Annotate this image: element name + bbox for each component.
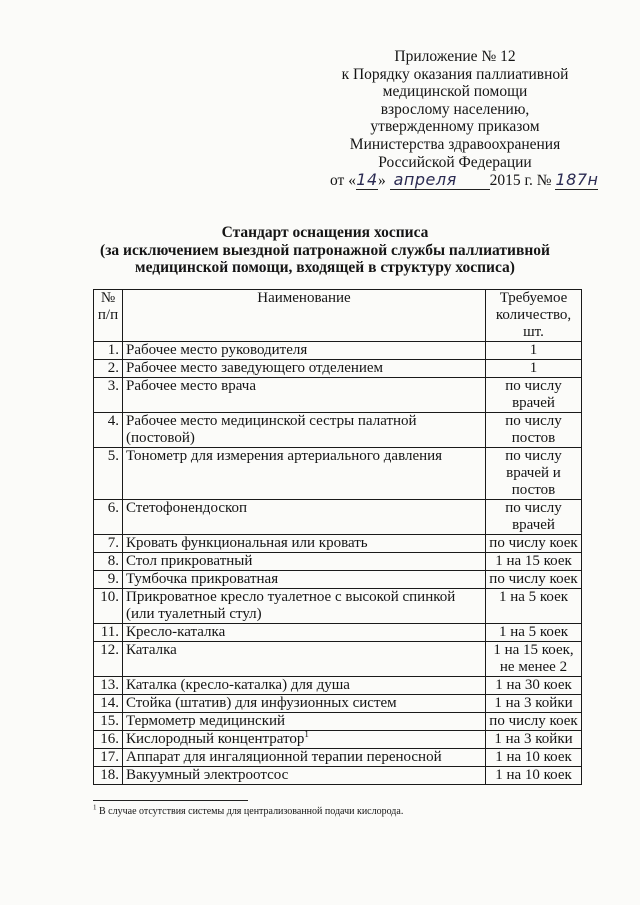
qty-line: врачей [512,517,555,533]
row-quantity: 1 на 10 коек [486,749,582,767]
table-row [94,571,582,589]
title-line-1: Стандарт оснащения хосписа [221,224,429,241]
table-row [94,713,582,731]
name-line: (или туалетный стул) [126,606,262,622]
row-name: Вакуумный электроотсос [123,767,486,785]
row-name: Рабочее место врача [123,378,486,413]
row-number: 7. [94,535,123,553]
header-number [94,290,123,342]
row-quantity: 1 на 3 койки [486,695,582,713]
qty-line: постов [511,482,556,498]
row-number: 18. [94,767,123,785]
qty-line: врачей [512,395,555,411]
date-prefix: от « [330,172,356,190]
row-number: 14. [94,695,123,713]
appendix-line: к Порядку оказания паллиативной [341,65,569,83]
qty-line: по числу [505,500,562,516]
handwritten-order-number: 187н [555,170,599,190]
row-name [123,731,486,749]
title-line-3: медицинской помощи, входящей в структуру хосписа) [135,259,515,276]
row-quantity [486,642,582,677]
handwritten-month: апреля [390,171,490,190]
row-quantity: 1 на 10 коек [486,767,582,785]
row-quantity: по числу коек [486,571,582,589]
footnote [93,803,404,818]
row-number: 3. [94,378,123,413]
row-name: Каталка [123,642,486,677]
name-line: Прикроватное кресло туалетное с высокой спинкой [126,589,456,605]
header-name: Наименование [123,290,486,342]
header-qty-l1: Требуемое [499,290,568,306]
footnote-ref: 1 [304,729,309,739]
table-header-row [94,290,582,342]
row-name: Рабочее место заведующего отделением [123,360,486,378]
name-line: Рабочее место медицинской сестры палатной [126,413,417,429]
equipment-table [93,289,582,785]
date-year: 2015 г. № [489,172,552,190]
row-name: Тонометр для измерения артериального давления [123,448,486,500]
row-quantity: 1 [486,360,582,378]
appendix-line: Приложение № 12 [394,48,516,65]
qty-line: постов [511,430,556,446]
row-number: 16. [94,731,123,749]
table-row [94,624,582,642]
qty-line: не менее 2 [499,659,568,675]
row-number: 6. [94,500,123,535]
header-qty-l3: шт. [523,324,544,340]
date-separator: » [377,172,386,190]
title-line-2: (за исключением выездной патронажной службы паллиативной [100,241,550,259]
row-number: 4. [94,413,123,448]
appendix-line: взрослому населению, [380,100,530,118]
order-date-line [330,170,599,190]
row-quantity: 1 на 30 коек [486,677,582,695]
appendix-header [330,48,599,190]
row-quantity [486,448,582,500]
table-row [94,767,582,785]
document-title [90,224,560,277]
row-number: 2. [94,360,123,378]
row-name [123,413,486,448]
row-quantity: 1 на 3 койки [486,731,582,749]
table-row [94,535,582,553]
row-number: 17. [94,749,123,767]
table-row [94,731,582,749]
footnote-text: В случае отсутствия системы для централизованной подачи кислорода. [96,806,404,817]
row-name: Рабочее место руководителя [123,342,486,360]
appendix-line: медицинской помощи [382,83,528,101]
row-quantity: 1 на 15 коек [486,553,582,571]
row-name: Кровать функциональная или кровать [123,535,486,553]
row-number: 9. [94,571,123,589]
qty-line: по числу [505,413,562,429]
row-name: Тумбочка прикроватная [123,571,486,589]
row-name: Каталка (кресло-каталка) для душа [123,677,486,695]
appendix-line: утвержденному приказом [370,118,540,136]
row-name: Аппарат для ингаляционной терапии переносной [123,749,486,767]
header-number-l2: п/п [97,307,119,323]
table-row [94,749,582,767]
header-number-l1: № [100,290,116,306]
table-row [94,553,582,571]
row-quantity [486,378,582,413]
row-number: 8. [94,553,123,571]
header-quantity [486,290,582,342]
table-row [94,677,582,695]
row-quantity: по числу коек [486,713,582,731]
row-name: Термометр медицинский [123,713,486,731]
table-row [94,360,582,378]
row-number: 10. [94,589,123,624]
row-number: 12. [94,642,123,677]
row-number: 13. [94,677,123,695]
table-row [94,695,582,713]
qty-line: 1 на 15 коек, [493,642,574,658]
table-row [94,642,582,677]
row-number: 1. [94,342,123,360]
footnote-divider [93,800,248,801]
qty-line: по числу [505,448,562,464]
appendix-line: Российской Федерации [378,153,532,171]
table-row [94,413,582,448]
table-row [94,500,582,535]
name-line: (постовой) [126,430,195,446]
appendix-line: Министерства здравоохранения [349,135,561,153]
row-name: Стетофонендоскоп [123,500,486,535]
row-name: Стойка (штатив) для инфузионных систем [123,695,486,713]
row-quantity: 1 на 5 коек [486,624,582,642]
footnote-mark: 1 [93,803,97,812]
table-row [94,378,582,413]
row-quantity [486,413,582,448]
qty-line: врачей и [506,465,561,481]
table-row [94,342,582,360]
row-number: 5. [94,448,123,500]
row-number: 15. [94,713,123,731]
row-quantity: 1 на 5 коек [486,589,582,624]
row-quantity: по числу коек [486,535,582,553]
handwritten-day: 14 [356,170,378,190]
table-row [94,448,582,500]
table-row [94,589,582,624]
header-qty-l2: количество, [495,307,572,323]
row-number: 11. [94,624,123,642]
row-name: Стол прикроватный [123,553,486,571]
qty-line: по числу [505,378,562,394]
row-name: Кресло-каталка [123,624,486,642]
row-quantity [486,500,582,535]
row-quantity: 1 [486,342,582,360]
row-name [123,589,486,624]
name-text: Кислородный концентратор [126,731,305,747]
